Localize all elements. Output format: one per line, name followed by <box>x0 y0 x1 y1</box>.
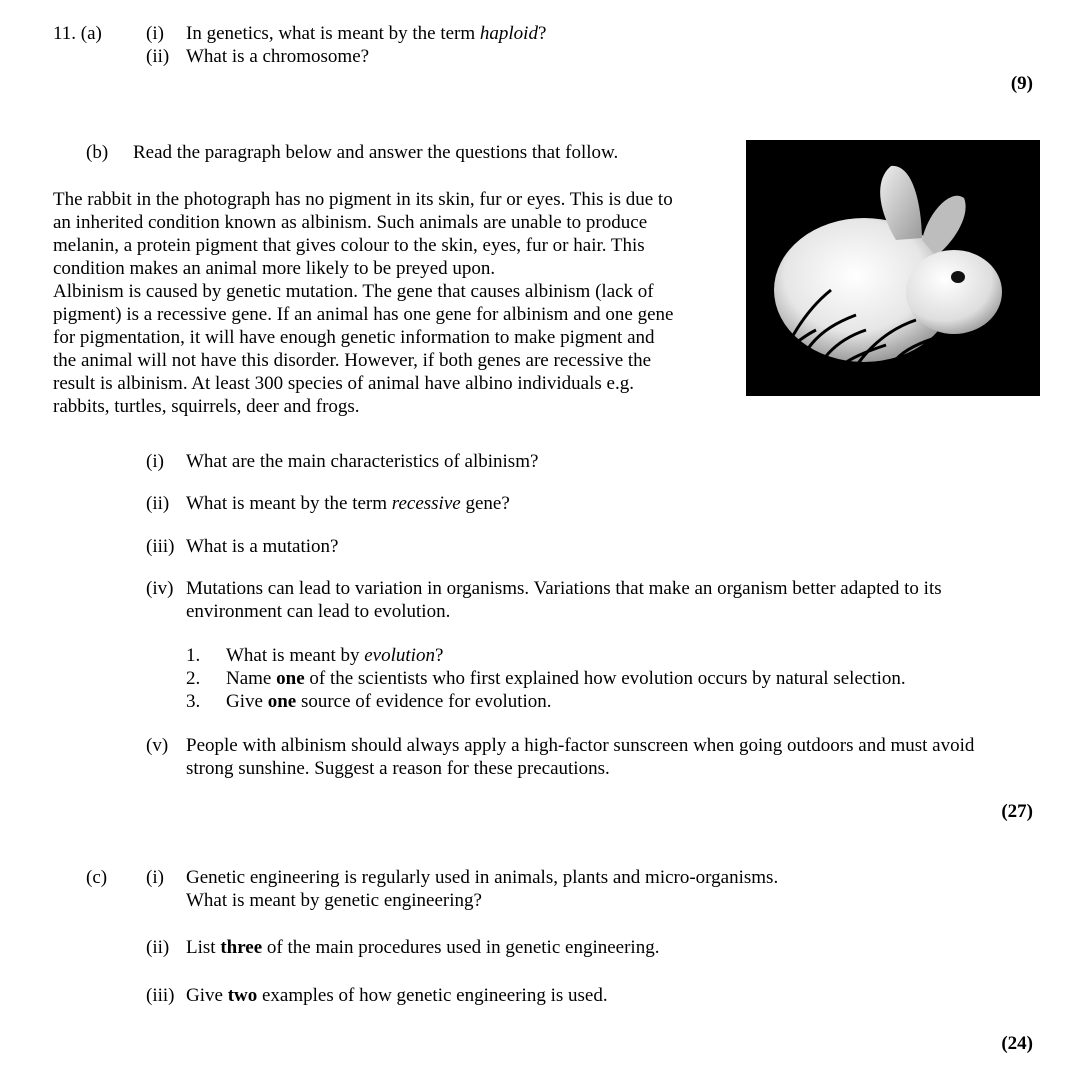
paragraph-line: rabbits, turtles, squirrels, deer and frogs. <box>53 396 360 417</box>
rabbit-illustration <box>746 140 1040 396</box>
paragraph-line: condition makes an animal more likely to be preyed upon. <box>53 258 496 279</box>
paragraph-line: The rabbit in the photograph has no pigment in its skin, fur or eyes. This is due to <box>53 189 673 210</box>
paragraph-line: the animal will not have this disorder. However, if both genes are recessive the <box>53 350 652 371</box>
part-b-iv-label: (iv) <box>146 578 174 599</box>
iv-item-number: 3. <box>186 691 201 712</box>
rabbit-eye <box>951 271 965 283</box>
paragraph-line: melanin, a protein pigment that gives colour to the skin, eyes, fur or hair. This <box>53 235 645 256</box>
rabbit-head <box>906 250 1002 334</box>
part-c-iii-question: Give two examples of how genetic engineering is used. <box>186 985 608 1006</box>
part-b-marks: (27) <box>1001 801 1033 822</box>
part-b-label: (b) <box>86 142 109 163</box>
part-b-iii-question: What is a mutation? <box>186 536 339 557</box>
part-a-i-question: In genetics, what is meant by the term haploid? <box>186 23 547 44</box>
paragraph-line: for pigmentation, it will have enough genetic information to make pigment and <box>53 327 655 348</box>
part-b-ii-label: (ii) <box>146 493 170 514</box>
albino-rabbit-photo <box>746 140 1040 396</box>
part-c-ii-question: List three of the main procedures used in genetic engineering. <box>186 937 660 958</box>
part-b-v-question: People with albinism should always apply a high-factor sunscreen when going outdoors and must avoid <box>186 735 975 756</box>
part-b-iv-question-cont: environment can lead to evolution. <box>186 601 451 622</box>
part-c-iii-label: (iii) <box>146 985 175 1006</box>
iv-item-number: 2. <box>186 668 201 689</box>
paragraph-line: result is albinism. At least 300 species of animal have albino individuals e.g. <box>53 373 634 394</box>
part-a-marks: (9) <box>1010 73 1033 94</box>
question-number: 11. (a) <box>53 23 102 44</box>
iv-item-3: Give one source of evidence for evolution. <box>226 691 552 712</box>
part-c-i-question: Genetic engineering is regularly used in animals, plants and micro-organisms. <box>186 867 779 888</box>
part-b-intro: Read the paragraph below and answer the questions that follow. <box>133 142 619 163</box>
iv-item-2: Name one of the scientists who first explained how evolution occurs by natural selection. <box>226 668 906 689</box>
part-c-i-question-cont: What is meant by genetic engineering? <box>186 890 482 911</box>
part-a-ii-label: (ii) <box>146 46 170 67</box>
part-b-i-label: (i) <box>146 451 164 472</box>
iv-item-1: What is meant by evolution? <box>226 645 444 666</box>
part-b-ii-question: What is meant by the term recessive gene? <box>186 493 510 514</box>
part-b-iii-label: (iii) <box>146 536 175 557</box>
part-b-v-label: (v) <box>146 735 169 756</box>
part-a-ii-question: What is a chromosome? <box>186 46 370 67</box>
part-c-i-label: (i) <box>146 867 164 888</box>
albinism-paragraph <box>53 188 743 418</box>
paragraph-line: Albinism is caused by genetic mutation. The gene that causes albinism (lack of <box>53 281 654 302</box>
part-b-v-question-cont: strong sunshine. Suggest a reason for these precautions. <box>186 758 610 779</box>
part-c-label: (c) <box>86 867 108 888</box>
iv-item-number: 1. <box>186 645 201 666</box>
part-c-ii-label: (ii) <box>146 937 170 958</box>
part-b-iv-question: Mutations can lead to variation in organisms. Variations that make an organism better adapted to its <box>186 578 942 599</box>
part-c-marks: (24) <box>1001 1033 1033 1054</box>
part-a-i-label: (i) <box>146 23 164 44</box>
paragraph-line: pigment) is a recessive gene. If an animal has one gene for albinism and one gene <box>53 304 674 325</box>
part-b-i-question: What are the main characteristics of albinism? <box>186 451 539 472</box>
paragraph-line: an inherited condition known as albinism. Such animals are unable to produce <box>53 212 648 233</box>
